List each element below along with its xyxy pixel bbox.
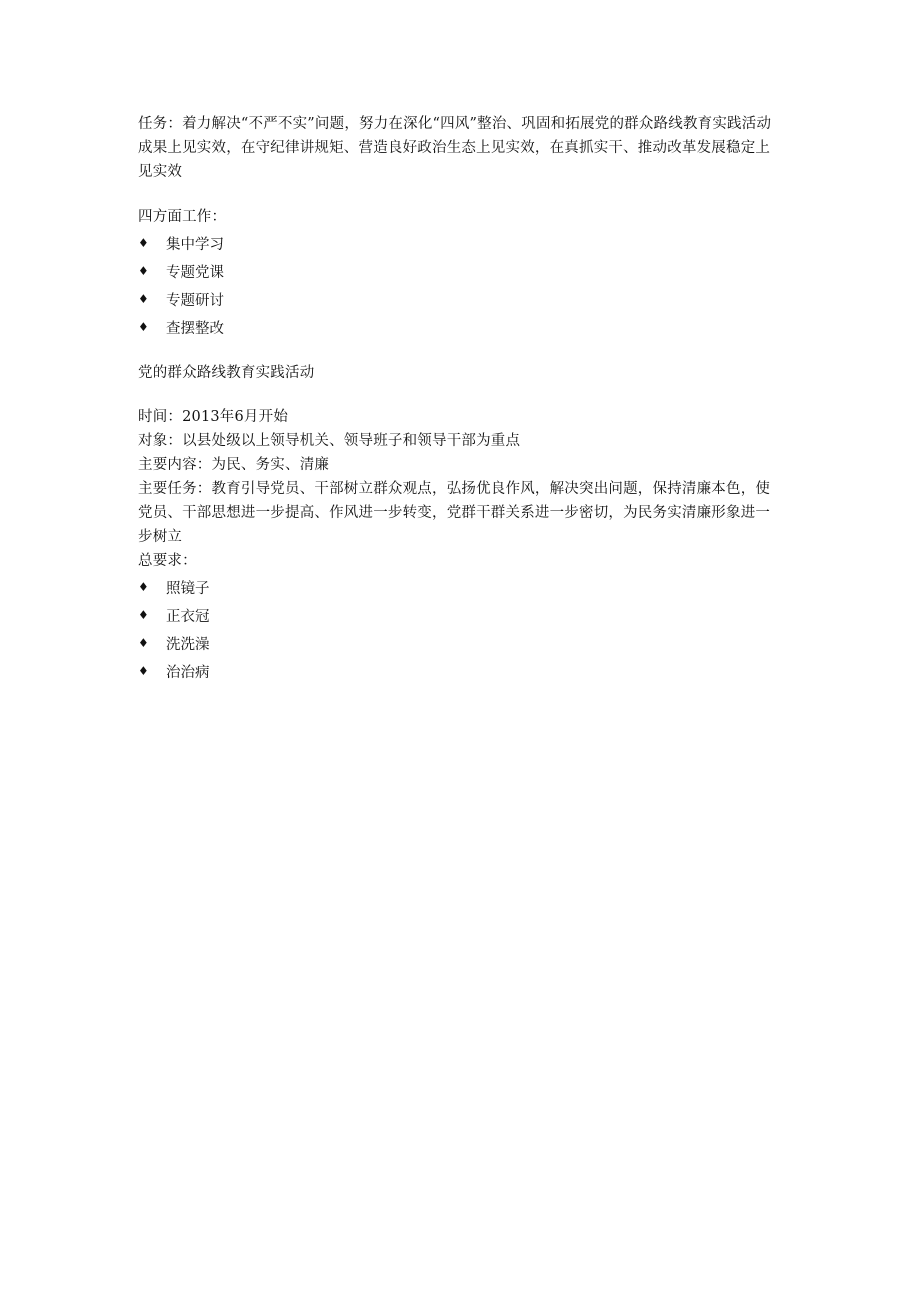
list-item [138,601,778,629]
list-item-label: 治治病 [166,664,210,681]
diamond-bullet-icon: ♦ [138,292,149,306]
work-heading: 四方面工作： [138,209,227,225]
diamond-bullet-icon: ♦ [138,580,149,594]
diamond-bullet-icon: ♦ [138,608,149,622]
target-line: 对象：以县处级以上领导机关、领导班子和领导干部为重点 [138,433,521,449]
list-item [138,313,778,341]
list-item [138,285,778,313]
content-line: 主要内容：为民、务实、清廉 [138,457,330,473]
diamond-bullet-icon: ♦ [138,264,149,278]
requirements-list [138,573,778,685]
list-item-label: 专题研讨 [166,292,224,309]
work-list [138,229,778,341]
list-item-label: 洗洗澡 [166,636,210,653]
diamond-bullet-icon: ♦ [138,236,149,250]
list-item [138,257,778,285]
list-item-label: 正衣冠 [166,608,210,625]
section-title: 党的群众路线教育实践活动 [138,365,315,381]
requirements-heading: 总要求： [138,553,197,569]
list-item [138,657,778,685]
diamond-bullet-icon: ♦ [138,636,149,650]
diamond-bullet-icon: ♦ [138,320,149,334]
list-item-label: 查摆整改 [166,320,224,337]
time-line: 时间：2013年6月开始 [138,409,289,425]
list-item-label: 专题党课 [166,264,224,281]
list-item [138,573,778,601]
list-item [138,629,778,657]
list-item [138,229,778,257]
list-item-label: 集中学习 [166,236,224,253]
list-item-label: 照镜子 [166,580,210,597]
diamond-bullet-icon: ♦ [138,664,149,678]
main-task-paragraph: 主要任务：教育引导党员、干部树立群众观点，弘扬优良作风，解决突出问题，保持清廉本色，使党员、干部思想进一步提高、作风进一步转变，党群干群关系进一步密切，为民务实清廉形象进一步树立 [138,481,771,545]
document-page [138,112,778,685]
task-paragraph: 任务：着力解决“不严不实”问题，努力在深化“四风”整治、巩固和拓展党的群众路线教育实践活动成果上见实效，在守纪律讲规矩、营造良好政治生态上见实效，在真抓实干、推动改革发展稳定上见实效 [138,116,772,180]
